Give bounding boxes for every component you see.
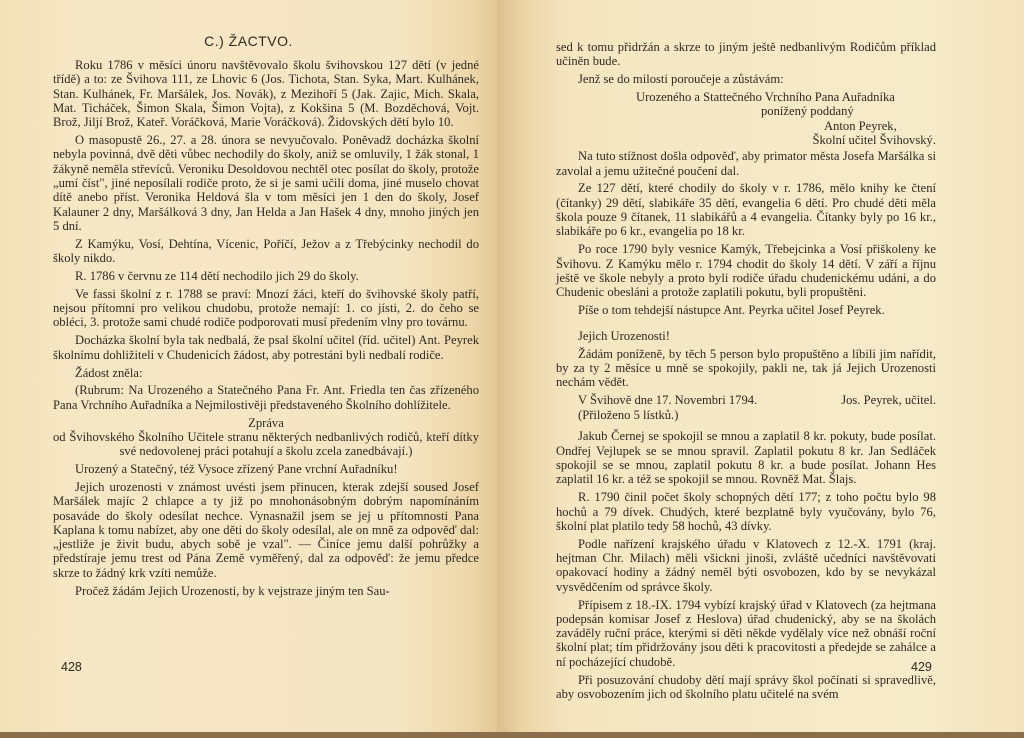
paragraph: Docházka školní byla tak nedbalá, že psal školní učitel (říd. učitel) Ant. Peyrek školnímu dohližiteli v Chudenicích žádost, aby potrestáni byli nedbalí rodiče. <box>53 333 479 362</box>
paragraph: sed k tomu přidržán a skrze to jiným ještě nedbanlivým Rodičům příklad učiněn bude. <box>556 40 936 69</box>
letter-date-place: V Švihově dne 17. Novembri 1794. <box>578 393 758 408</box>
paragraph: Podle nařízení krajského úřadu v Klatovech z 12.-X. 1791 (kraj. hejtman Chr. Milach) měli všickni jinoši, zvláště učedníci navštěvovati opakovací hodiny a žádný neměl býti osvobozen, kdo by se nevykázal vysvědčením od správce školy. <box>556 536 936 594</box>
paragraph: Při posuzování chudoby dětí mají správy škol počínati si spravedlivě, aby osvobozením jich od školního platu učitelé na svém <box>556 672 936 701</box>
paragraph: Jenž se do milosti poroučeje a zůstávám: <box>578 72 784 87</box>
paragraph: Roku 1786 v měsíci únoru navštěvovalo školu švihovskou 127 dětí (v jedné třídě) a to: ze Švihova 111, ze Lhovic 6 (Jos. Tichota, Stan. Syka, Mart. Kulhánek, Stan. Kulhánek, Fr. Maršálek, Jos. Novák), z Mezihoří 5 (Jak. Zajic, Mich. Skala, Mat. Ticháček, Šimon Skala, Šimon Vojta), z Kokšina 5 (M. Bozděchová, Vojt. Brož, Jiljí Brož, Kateř. Voráčková, Marie Voráčková). Židovských dětí bylo 10. <box>53 58 479 130</box>
page-bottom-edge <box>0 732 1024 738</box>
zprava-body: od Švihovského Školního Učitele stranu některých nedbanlivých rodičů, kteří dítky své nedovolenej práci potahují a školu zcela zanedbávají.) <box>53 429 479 459</box>
signature-line: ponížený poddaný <box>761 104 854 119</box>
right-page-text <box>556 40 936 705</box>
paragraph: Ze 127 dětí, které chodily do školy v r. 1786, mělo knihy ke čtení (čítanky) 29 dětí, slabikáře 35 dětí, evangelia 6 dětí. Pro chudé děti měla škola pouze 9 čítanek, 11 slabikářů a 4 evangelia. Čítanky byly po 16 kr., slabikáře po 6 kr., evangelia po 18 kr. <box>556 181 936 239</box>
paragraph: Ve fassi školní z r. 1788 se praví: Mnozí žáci, kteří do švihovské školy patří, nejsou přítomni pro velikou chudobu, protože nemají: 1. co jísti, 2. do čeho se obléci, 3. protože sami chudé rodiče podporovati musí předením vlny pro továrnu. <box>53 286 479 330</box>
paragraph: Urozený a Statečný, též Vysoce zřízený Pane vrchní Auřadníku! <box>75 462 398 477</box>
paragraph: Na tuto stížnost došla odpověď, aby primator města Josefa Maršálka si zavolal a jemu užitečné poučení dal. <box>556 149 936 178</box>
letter-enclosure: (Přiloženo 5 lístků.) <box>578 407 679 422</box>
paragraph: O masopustě 26., 27. a 28. února se nevyučovalo. Poněvadž docházka školní nebyla povinná, dvě děti vůbec nechodily do školy, aniž se omluvily, 1 žák stonal, 1 žákyně neměla střevíců. Veroniku Desoldovou nechtěl otec posílat do školy, protože „umí číst", jiné neposílali rodiče proto, že si je sami učili doma, jiné muselo chovat dítě anebo příst. Veronika Heldová šla v tom měsíci jen 1 den do školy, Josef Kalauner 2 dny, Maršálková 3 dny, Jan Helda a Jan Hašek 4 dny, mnoho jiných jen 5 dní. <box>53 133 479 233</box>
left-page-text <box>53 58 479 602</box>
page-number: 429 <box>911 660 932 674</box>
paragraph: R. 1786 v červnu ze 114 dětí nechodilo jich 29 do školy. <box>75 268 359 283</box>
paragraph: Po roce 1790 byly vesnice Kamýk, Třebejcinka a Vosí přiškoleny ke Švihovu. Z Kamýku mělo r. 1794 chodit do školy 14 dětí. V září a říjnu ještě ve škole nebyly a proto byli rodiče úřadu chudenickému udáni, a do Chudenic obesláni a protože zaplatili pokutu, byli propuštěni. <box>556 242 936 300</box>
paragraph: Žádost zněla: <box>75 365 143 380</box>
right-page <box>497 0 1024 732</box>
paragraph: R. 1790 činil počet školy schopných dětí 177; z toho počtu bylo 98 hochů a 79 dívek. Chudých, které bezplatně byly vyučovány, bylo 76, školní plat platilo tedy 58 hochů, 43 dívky. <box>556 490 936 533</box>
letter-salutation: Jejich Urozenosti! <box>578 328 670 343</box>
signature-line: Urozeného a Stattečného Vrchního Pana Auřadníka <box>636 90 895 105</box>
section-heading: C.) ŽACTVO. <box>204 33 293 49</box>
paragraph: Přípisem z 18.-IX. 1794 vybízí krajský úřad v Klatovech (za hejtmana podepsán komisar Josef z Heslova) úřad chudenický, aby se na školách zaváděly ruční práce, kterými si děti někde vydělaly více než obnáší roční školní plat; tím přidržovány jsou děti k pracovitosti a předejde se zahálce a ní pocházející chudobě. <box>556 597 936 669</box>
paragraph: Pročež žádám Jejich Urozenosti, by k vejstraze jiným ten Sau- <box>75 583 390 598</box>
letter-signature: Jos. Peyrek, učitel. <box>841 393 936 408</box>
signature-name: Anton Peyrek, <box>824 118 897 133</box>
paragraph: Z Kamýku, Vosí, Dehtína, Vícenic, Poříčí, Ježov a z Třebýcinky nechodil do školy nikdo. <box>53 236 479 266</box>
paragraph: Píše o tom tehdejší nástupce Ant. Peyrka učitel Josef Peyrek. <box>578 303 885 318</box>
paragraph: Jejich urozenosti v známost uvésti jsem přinucen, kterak zdejší soused Josef Maršálek majíc 2 chlapce a ty již po mnohonásobným dobrým napomínáním posaváde do školy odesílat nechce. Vynasnažil jsem se jej u přítomnosti Pana Kaplana k tomu nabízet, aby one děti do školy odesílal, ale on mně za odpověď dal: „jestliže je živit budu, abych sobě je vzal". — Činíce jemu další pohrůžky a předstíraje jemu trest od Pána Země vyměřený, dal za odpověď: že jemu předce skrze to žádný krk vzíti nemůže. <box>53 479 479 580</box>
page-number: 428 <box>61 660 82 674</box>
paragraph: Jakub Černej se spokojil se mnou a zaplatil 8 kr. pokuty, bude posílat. Ondřej Vejlupek se se mnou spravil. Zaplatil pokutu 8 kr. Jan Sedláček spokojil se se mnou, zaplatil pokutu 8 kr. a bude posílat. Johann Hes zaplatil 16 kr. a též se spokojil se mnou. Rovněž Mat. Šlajs. <box>556 429 936 487</box>
letter-body: Žádám poníženě, by těch 5 person bylo propuštěno a líbili jim nařídit, by za ty 2 měsíce u mně se spokojily, pakli ne, tak já Jejich Urozenosti nechám vědět. <box>556 346 936 390</box>
zprava-title: Zpráva <box>248 415 284 430</box>
left-page <box>0 0 497 732</box>
paragraph: (Rubrum: Na Urozeného a Statečného Pana Fr. Ant. Friedla ten čas zřízeného Pana Vrchního Auřadníka a Nejmilostivěji představeného Školního dohlížitele. <box>53 383 479 412</box>
signature-title: Školní učitel Švihovský. <box>812 132 936 147</box>
letter-dateline <box>556 393 936 407</box>
